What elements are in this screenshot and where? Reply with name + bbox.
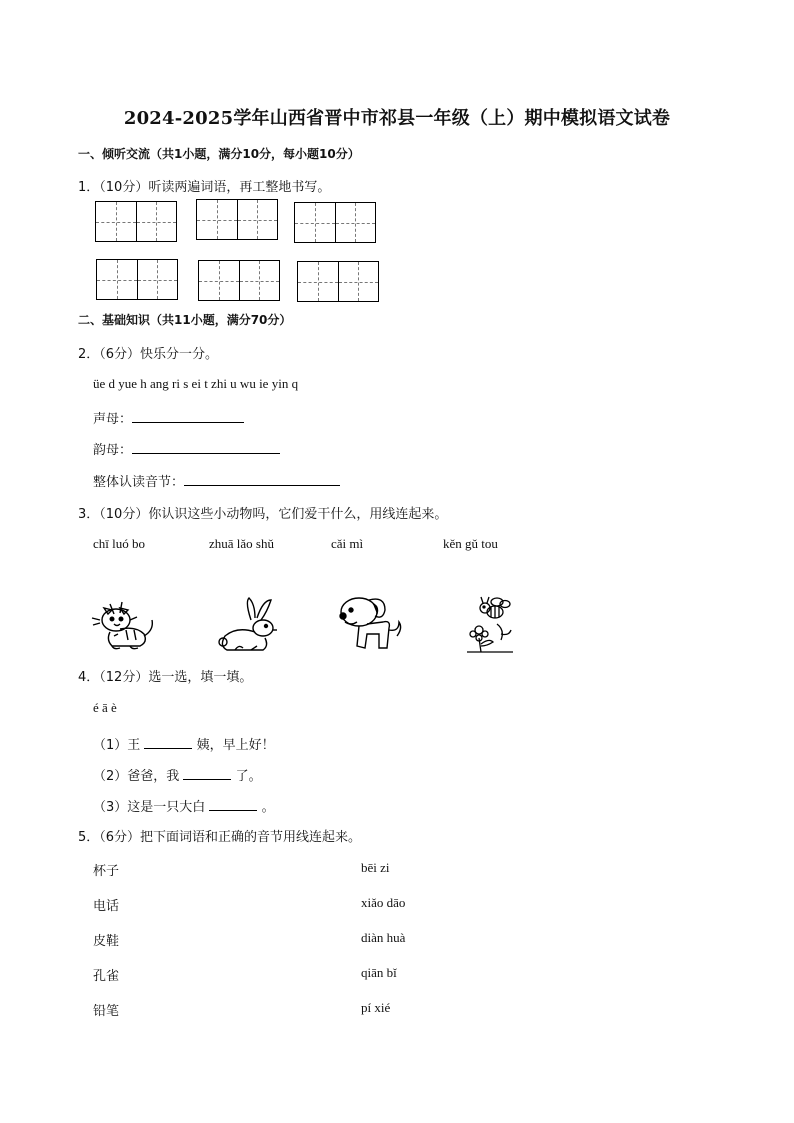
answer-blank[interactable] (132, 409, 244, 423)
match-pinyin[interactable]: bēi zi (361, 860, 390, 875)
question-4: 4．（12分）选一选，填一填。 (78, 670, 253, 685)
phrase-pinyin: zhuā lǎo shǔ (209, 536, 274, 551)
shengmu-row (93, 408, 244, 427)
dog-image (333, 592, 405, 654)
phrase-pinyin: cǎi mì (331, 536, 364, 551)
writing-grid[interactable] (198, 260, 280, 301)
fill-item (93, 765, 262, 784)
answer-blank[interactable] (144, 735, 192, 749)
pinyin-letters: üe d yue h ang ri s ei t zhi u wu ie yin q (93, 376, 299, 391)
page-title: 2024-2025学年山西省晋中市祁县一年级（上）期中模拟语文试卷 (123, 108, 671, 129)
match-word[interactable]: 杯子 (93, 864, 120, 879)
answer-blank[interactable] (184, 472, 340, 486)
section-1-heading: 一、倾听交流（共1小题，满分10分，每小题10分） (78, 147, 360, 161)
rabbit-image (215, 596, 285, 654)
fill-item (93, 734, 275, 753)
zhengti-label: 整体认读音节： (93, 475, 185, 490)
question-5: 5．（6分）把下面词语和正确的音节用线连起来。 (78, 830, 362, 845)
zhengti-row (93, 471, 340, 490)
fill-item-suffix: 。 (261, 800, 275, 815)
match-word[interactable]: 铅笔 (93, 1004, 120, 1019)
yunmu-row (93, 439, 280, 458)
fill-item-prefix: （1）王 (93, 738, 141, 753)
yunmu-label: 韵母： (93, 443, 133, 458)
section-2-heading: 二、基础知识（共11小题，满分70分） (78, 313, 292, 327)
writing-grid[interactable] (96, 259, 178, 300)
question-2: 2．（6分）快乐分一分。 (78, 347, 219, 362)
match-word[interactable]: 电话 (93, 899, 120, 914)
shengmu-label: 声母： (93, 412, 133, 427)
phrase-pinyin: chī luó bo (93, 536, 145, 551)
cat-image (90, 596, 158, 652)
match-word[interactable]: 孔雀 (93, 969, 120, 984)
bee-image (461, 594, 521, 654)
match-pinyin[interactable]: xiǎo dāo (361, 895, 406, 910)
writing-grid[interactable] (95, 201, 177, 242)
match-pinyin[interactable]: pí xié (361, 1000, 391, 1015)
fill-item-suffix: 姨，早上好！ (196, 738, 275, 753)
writing-grid[interactable] (297, 261, 379, 302)
phrase-pinyin: kěn gǔ tou (443, 536, 498, 551)
match-word[interactable]: 皮鞋 (93, 934, 120, 949)
writing-grid[interactable] (294, 202, 376, 243)
match-pinyin[interactable]: diàn huà (361, 930, 406, 945)
question-1: 1．（10分）听读两遍词语，再工整地书写。 (78, 180, 331, 195)
fill-item-prefix: （2）爸爸，我 (93, 769, 180, 784)
question-3: 3．（10分）你认识这些小动物吗，它们爱干什么，用线连起来。 (78, 507, 448, 522)
fill-item-suffix: 了。 (235, 769, 262, 784)
writing-grid[interactable] (196, 199, 278, 240)
fill-item (93, 796, 275, 815)
answer-blank[interactable] (209, 797, 257, 811)
vowel-options: é ā è (93, 700, 117, 715)
answer-blank[interactable] (183, 766, 231, 780)
fill-item-prefix: （3）这是一只大白 (93, 800, 206, 815)
match-pinyin[interactable]: qiān bǐ (361, 965, 397, 980)
answer-blank[interactable] (132, 440, 280, 454)
